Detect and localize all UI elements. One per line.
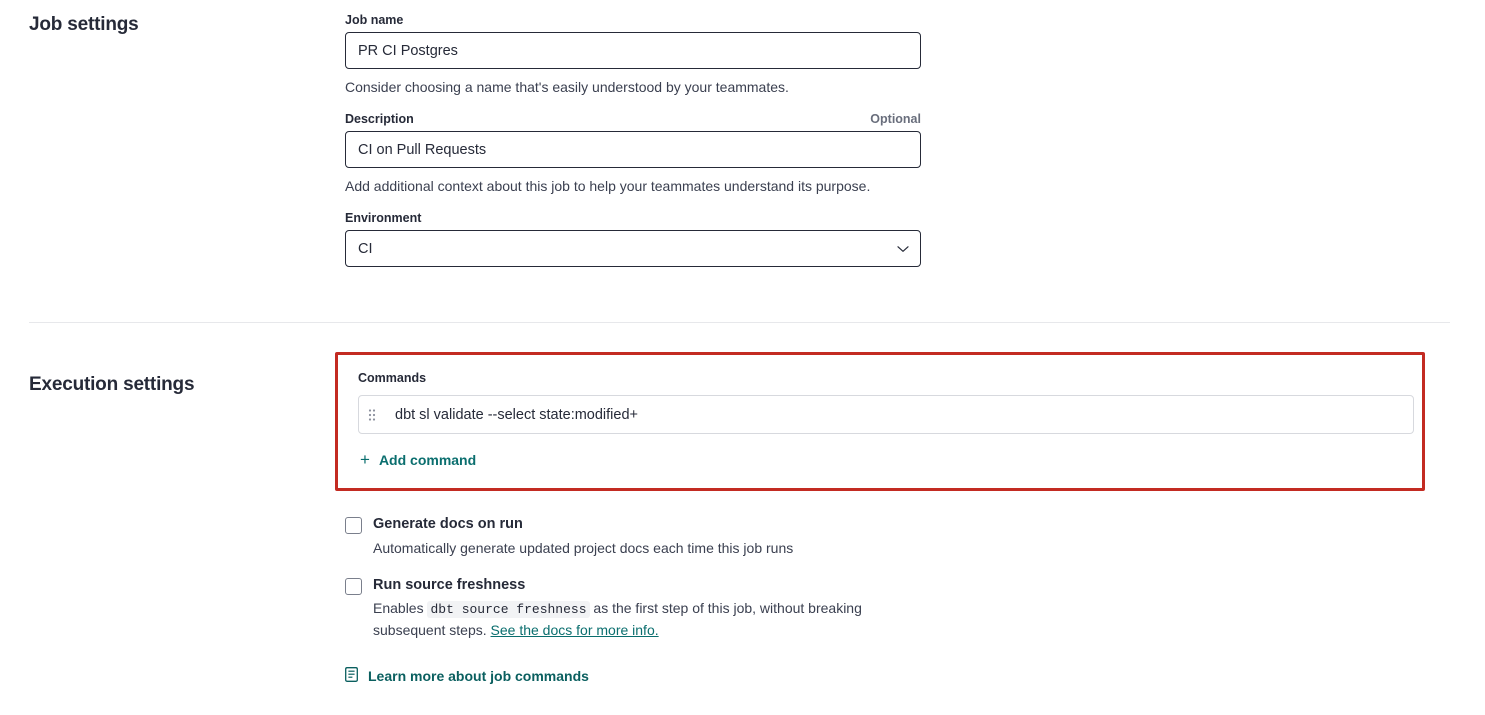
job-name-input[interactable]: PR CI Postgres xyxy=(345,32,921,69)
execution-options xyxy=(345,515,1485,641)
source-freshness-text xyxy=(373,576,918,641)
job-settings-fields xyxy=(345,13,1485,267)
add-command-button[interactable] xyxy=(360,451,476,468)
add-command-label: Add command xyxy=(378,451,477,468)
generate-docs-option xyxy=(345,515,1485,558)
source-freshness-title: Run source freshness xyxy=(373,576,526,593)
environment-field xyxy=(345,211,1485,267)
environment-select[interactable]: CI xyxy=(345,230,921,267)
job-settings-section xyxy=(0,0,1485,267)
job-name-label-row xyxy=(345,13,921,27)
job-name-help: Consider choosing a name that's easily understood by your teammates. xyxy=(345,79,789,95)
freshness-docs-link[interactable]: See the docs for more info. xyxy=(490,622,659,639)
drag-handle-icon[interactable] xyxy=(359,408,385,422)
job-name-label: Job name xyxy=(345,13,404,27)
learn-more-label: Learn more about job commands xyxy=(368,667,589,684)
description-label-row xyxy=(345,112,921,126)
environment-select-wrap xyxy=(345,230,921,267)
source-freshness-description xyxy=(373,598,918,640)
command-row[interactable] xyxy=(358,395,1414,434)
execution-settings-body xyxy=(345,352,1485,687)
job-settings-title: Job settings xyxy=(29,14,139,35)
description-label: Description xyxy=(345,112,414,127)
book-icon xyxy=(345,667,358,685)
execution-settings-title: Execution settings xyxy=(29,374,195,395)
description-input[interactable]: CI on Pull Requests xyxy=(345,131,921,168)
source-freshness-checkbox[interactable] xyxy=(345,578,362,595)
generate-docs-text xyxy=(373,515,793,558)
freshness-command-code: dbt source freshness xyxy=(427,601,589,618)
description-field xyxy=(345,112,1485,195)
freshness-desc-middle: as the first step of this job, without breaking subsequent steps. xyxy=(373,600,862,639)
freshness-desc-prefix: Enables xyxy=(373,600,428,617)
generate-docs-checkbox[interactable] xyxy=(345,517,362,534)
command-input[interactable]: dbt sl validate --select state:modified+ xyxy=(395,406,638,423)
learn-more-link[interactable] xyxy=(345,667,589,685)
description-help: Add additional context about this job to help your teammates understand its purpose. xyxy=(345,178,871,195)
section-divider xyxy=(29,322,1450,323)
commands-panel xyxy=(335,352,1425,491)
environment-label: Environment xyxy=(345,211,422,226)
generate-docs-description: Automatically generate updated project docs each time this job runs xyxy=(373,539,794,556)
commands-label: Commands xyxy=(358,371,427,385)
environment-label-row xyxy=(345,211,921,225)
description-optional-tag: Optional xyxy=(870,112,921,127)
generate-docs-title: Generate docs on run xyxy=(373,516,523,532)
job-name-field xyxy=(345,13,1485,96)
execution-settings-section xyxy=(0,352,1485,687)
source-freshness-option xyxy=(345,576,1485,641)
plus-icon: + xyxy=(360,450,370,469)
